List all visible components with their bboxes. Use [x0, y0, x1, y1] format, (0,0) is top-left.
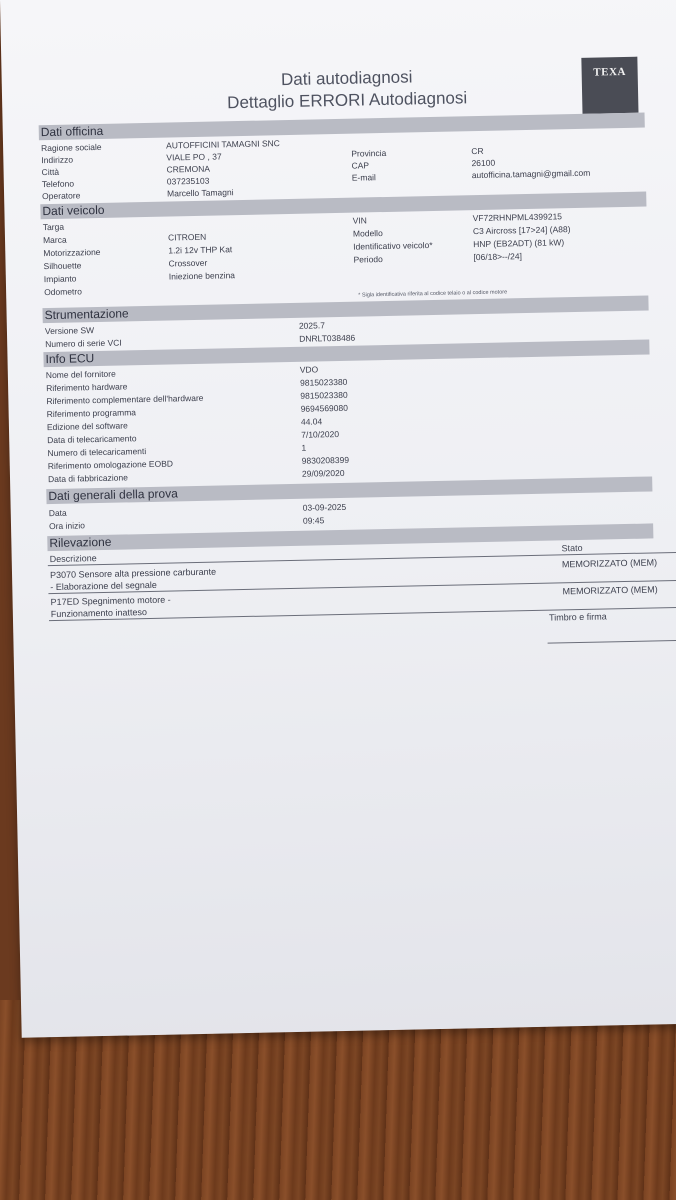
ecu-row: Nome del fornitore VDO	[45, 364, 319, 381]
test-row: Ora inizio 09:45	[48, 515, 325, 532]
ecu-row: Riferimento omologazione EOBD 9830208399	[47, 454, 350, 472]
section-workshop: Dati officina	[39, 113, 645, 141]
workshop-row: Ragione sociale AUTOFFICINI TAMAGNI SNC	[41, 138, 280, 154]
ecu-row: Riferimento hardware 9815023380	[46, 376, 348, 394]
vehicle-row: Motorizzazione 1.2i 12v THP Kat Identificativo veicolo* HNP (EB2ADT) (81 kW)	[43, 237, 565, 259]
section-instrument: Strumentazione	[42, 295, 648, 323]
section-ecu: Info ECU	[43, 339, 649, 367]
error-status: MEMORIZZATO (MEM)	[562, 584, 658, 597]
ecu-row: Riferimento programma 9694569080	[46, 402, 349, 420]
error-description: P17ED Spegnimento motore - Funzionamento inatteso	[50, 594, 171, 620]
instrument-row: Numero di serie VCI DNRLT038486	[45, 332, 356, 350]
error-description: P3070 Sensore alta pressione carburante - Elaborazione del segnale	[49, 566, 217, 593]
ecu-row: Numero di telecaricamenti 1	[47, 442, 307, 459]
page-subtitle: Dettaglio ERRORI Autodiagnosi	[226, 88, 468, 113]
ecu-row: Data di telecaricamento 7/10/2020	[47, 428, 340, 446]
vehicle-row: Silhouette Crossover Periodo [06/18>--/24]	[43, 251, 523, 272]
col-description: Descrizione	[49, 553, 97, 565]
error-status: MEMORIZZATO (MEM)	[561, 557, 658, 570]
vehicle-row: Odometro	[44, 286, 83, 298]
col-status: Stato	[561, 542, 583, 554]
section-test: Dati generali della prova	[46, 476, 652, 504]
workshop-row: Città CREMONA CAP 26100	[41, 157, 496, 178]
vehicle-footnote: * Sigla identificativa riferita al codice telaio o al codice motore	[358, 289, 508, 299]
signature-line	[548, 640, 676, 644]
texa-logo: TEXA	[581, 57, 638, 114]
section-detection: Rilevazione	[47, 523, 653, 551]
vehicle-row: Impianto Iniezione benzina	[43, 270, 236, 285]
ecu-row: Riferimento complementare dell'hardware 9815023380	[46, 389, 348, 407]
instrument-row: Versione SW 2025.7	[44, 320, 325, 337]
signature-label: Timbro e firma	[548, 611, 607, 623]
vehicle-row: Targa VIN VF72RHNPML4399215	[42, 211, 563, 233]
ecu-row: Edizione del software 44.04	[46, 416, 323, 433]
workshop-row: Indirizzo VIALE PO , 37 Provincia CR	[41, 145, 484, 166]
section-vehicle: Dati veicolo	[40, 192, 646, 220]
vehicle-row: Marca CITROEN Modello C3 Aircross [17>24] (A88)	[42, 224, 571, 246]
workshop-row: Operatore Marcello Tamagni	[42, 187, 234, 202]
test-row: Data 03-09-2025	[48, 501, 347, 519]
workshop-row: Telefono 037235103 E-mail autofficina.tamagni@gmail.com	[41, 167, 591, 190]
ecu-row: Data di fabbricazione 29/09/2020	[47, 467, 345, 485]
page-title: Dati autodiagnosi	[280, 67, 413, 90]
